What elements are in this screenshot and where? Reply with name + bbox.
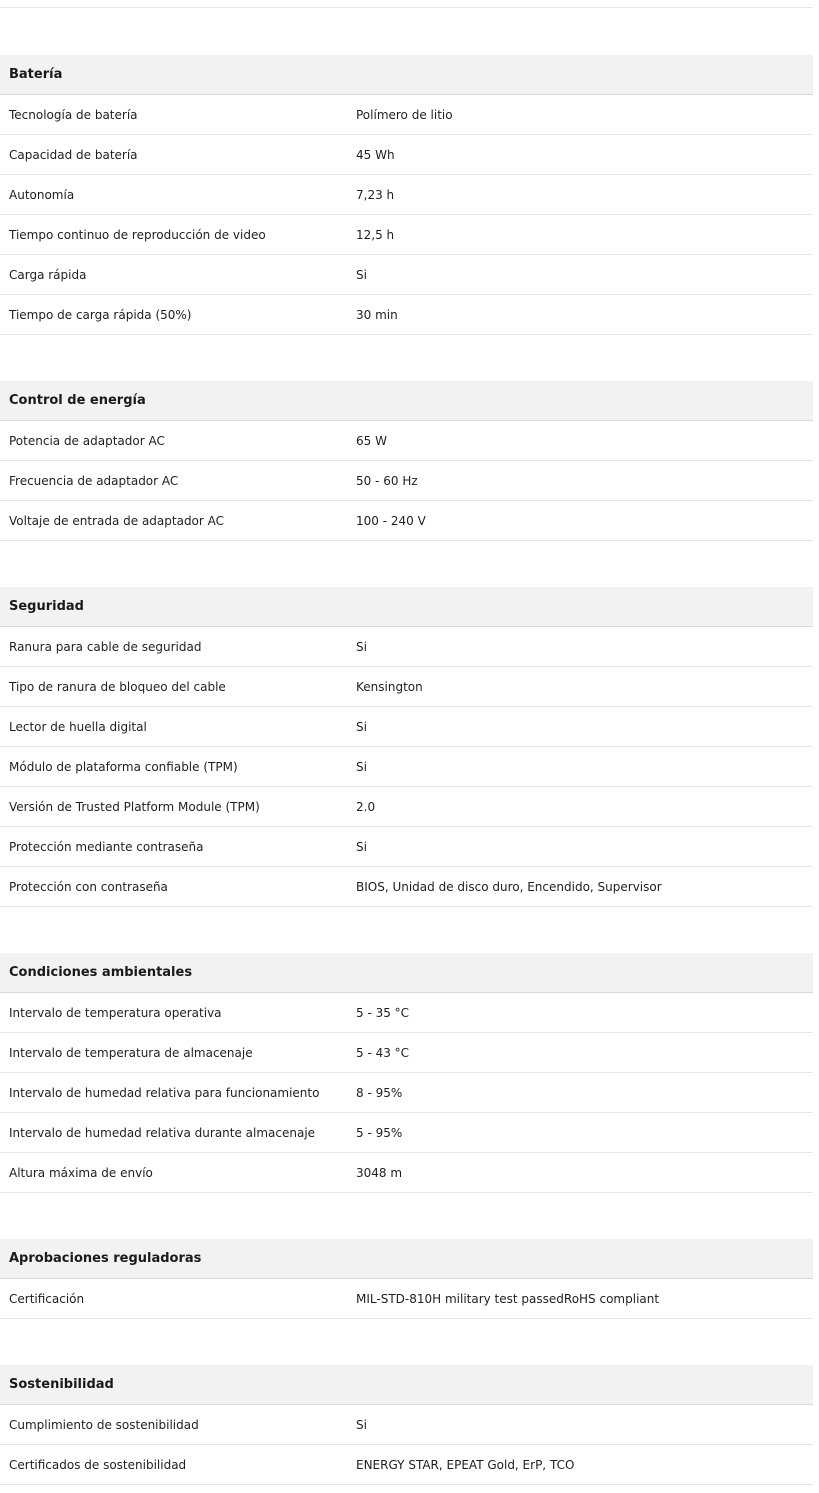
spec-row [0, 175, 813, 215]
spec-row [0, 827, 813, 867]
spec-row [0, 667, 813, 707]
spec-label: Protección mediante contraseña [9, 839, 204, 854]
spec-value: 2.0 [356, 799, 376, 814]
spec-value: 30 min [356, 307, 398, 322]
section-bateria [0, 55, 813, 335]
spec-label: Versión de Trusted Platform Module (TPM) [9, 799, 260, 814]
spec-label: Tiempo de carga rápida (50%) [9, 307, 192, 322]
spec-label: Intervalo de temperatura operativa [9, 1005, 222, 1020]
spec-row [0, 1153, 813, 1193]
spec-row [0, 747, 813, 787]
spec-row [0, 1113, 813, 1153]
spec-row [0, 461, 813, 501]
spec-row [0, 707, 813, 747]
section-title: Batería [0, 55, 813, 95]
section-control-energia [0, 381, 813, 541]
spec-value: 5 - 43 °C [356, 1045, 410, 1060]
spec-row [0, 1033, 813, 1073]
section-title: Seguridad [0, 587, 813, 627]
spec-row [0, 1073, 813, 1113]
section-sostenibilidad [0, 1365, 813, 1485]
spec-label: Frecuencia de adaptador AC [9, 473, 179, 488]
spec-label: Certificados de sostenibilidad [9, 1457, 187, 1472]
spec-label: Carga rápida [9, 267, 87, 282]
spec-row [0, 255, 813, 295]
spec-label: Capacidad de batería [9, 147, 138, 162]
spec-label: Autonomía [9, 187, 75, 202]
section-title: Control de energía [0, 381, 813, 421]
spec-row [0, 867, 813, 907]
spec-label: Intervalo de temperatura de almacenaje [9, 1045, 253, 1060]
spec-label: Voltaje de entrada de adaptador AC [9, 513, 225, 528]
spec-value: 5 - 35 °C [356, 1005, 410, 1020]
spec-row [0, 993, 813, 1033]
spec-value: Polímero de litio [356, 107, 453, 122]
spec-value: 8 - 95% [356, 1085, 403, 1100]
section-title: Sostenibilidad [0, 1365, 813, 1405]
spec-label: Módulo de plataforma confiable (TPM) [9, 759, 238, 774]
spec-value: 45 Wh [356, 147, 395, 162]
spec-row [0, 95, 813, 135]
spec-label: Certificación [9, 1291, 85, 1306]
spec-label: Altura máxima de envío [9, 1165, 153, 1180]
spec-row [0, 787, 813, 827]
spec-value: ENERGY STAR, EPEAT Gold, ErP, TCO [356, 1457, 575, 1472]
spec-row [0, 627, 813, 667]
spec-label: Cumplimiento de sostenibilidad [9, 1417, 199, 1432]
spec-value: 100 - 240 V [356, 513, 426, 528]
spec-label: Potencia de adaptador AC [9, 433, 165, 448]
spec-value: 50 - 60 Hz [356, 473, 418, 488]
spec-value: Si [356, 639, 367, 654]
section-seguridad [0, 587, 813, 907]
spec-label: Ranura para cable de seguridad [9, 639, 202, 654]
spec-label: Intervalo de humedad relativa durante almacenaje [9, 1125, 316, 1140]
spec-value: 3048 m [356, 1165, 403, 1180]
spec-label: Tecnología de batería [9, 107, 138, 122]
spec-label: Intervalo de humedad relativa para funcionamiento [9, 1085, 320, 1100]
spec-row [0, 215, 813, 255]
spec-row [0, 421, 813, 461]
spec-value: Si [356, 759, 367, 774]
spec-sections [0, 55, 813, 1493]
spec-value: 7,23 h [356, 187, 395, 202]
spec-row [0, 501, 813, 541]
spec-value: Si [356, 839, 367, 854]
spec-value: 5 - 95% [356, 1125, 403, 1140]
spec-value: Kensington [356, 679, 423, 694]
top-divider [0, 7, 813, 8]
spec-value: 65 W [356, 433, 387, 448]
section-title: Condiciones ambientales [0, 953, 813, 993]
spec-value: Si [356, 1417, 367, 1432]
spec-value: BIOS, Unidad de disco duro, Encendido, Supervisor [356, 879, 662, 894]
spec-row [0, 135, 813, 175]
spec-label: Tiempo continuo de reproducción de video [9, 227, 266, 242]
spec-value: Si [356, 719, 367, 734]
spec-label: Tipo de ranura de bloqueo del cable [9, 679, 226, 694]
spec-value: 12,5 h [356, 227, 395, 242]
spec-row [0, 1279, 813, 1319]
spec-value: MIL-STD-810H military test passedRoHS compliant [356, 1291, 660, 1306]
section-condiciones-ambientales [0, 953, 813, 1193]
section-aprobaciones-reguladoras [0, 1239, 813, 1319]
spec-value: Si [356, 267, 367, 282]
spec-label: Lector de huella digital [9, 719, 147, 734]
spec-label: Protección con contraseña [9, 879, 168, 894]
spec-row [0, 1405, 813, 1445]
spec-row [0, 295, 813, 335]
section-title: Aprobaciones reguladoras [0, 1239, 813, 1279]
spec-row [0, 1445, 813, 1485]
